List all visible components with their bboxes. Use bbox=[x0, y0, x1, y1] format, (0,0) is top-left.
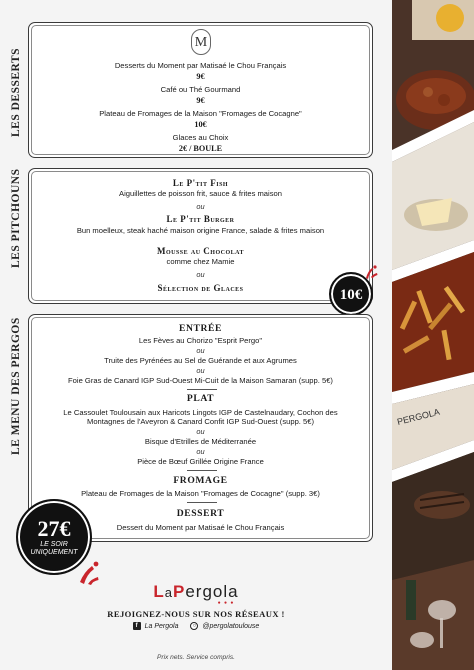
kids-mousse-desc: comme chez Mamie bbox=[166, 257, 235, 266]
pergo-price-note: LE SOIR bbox=[40, 541, 68, 548]
social-links bbox=[0, 622, 392, 630]
dessert-item-price: 2€ / BOULE bbox=[178, 144, 223, 153]
dessert-option: Dessert du Moment par Matisaé le Chou Français bbox=[116, 523, 285, 532]
instagram-icon[interactable]: ○ bbox=[190, 622, 198, 630]
kids-mousse-title: Mousse au Chocolat bbox=[156, 246, 245, 256]
dessert-item-name: Plateau de Fromages de la Maison "Fromages de Cocagne" bbox=[99, 109, 302, 118]
social-title: REJOIGNEZ-NOUS SUR NOS RÉSEAUX ! bbox=[107, 609, 285, 619]
kids-burger-desc: Bun moelleux, steak haché maison origine France, salade & frites maison bbox=[76, 226, 325, 235]
brand-logo bbox=[0, 582, 392, 608]
dessert-item-price: 10€ bbox=[194, 120, 207, 129]
dessert-item-price: 9€ bbox=[196, 96, 205, 105]
food-photo-collage bbox=[392, 0, 474, 670]
plat-option: Pièce de Bœuf Grillée Origine France bbox=[137, 457, 264, 466]
kids-fish-title: Le P'tit Fish bbox=[172, 178, 229, 188]
pergo-price-value: 27€ bbox=[37, 516, 71, 541]
monogram-logo bbox=[191, 29, 211, 55]
facebook-link[interactable]: La Pergola bbox=[144, 622, 179, 630]
logo-dots: ● ● ● bbox=[217, 600, 235, 606]
dessert-item-name: Glaces au Choix bbox=[172, 133, 229, 142]
or-separator: ou bbox=[196, 447, 205, 456]
dessert-item-price: 9€ bbox=[196, 72, 205, 81]
dessert-item-name: Café ou Thé Gourmand bbox=[160, 85, 241, 94]
desserts-section-title: LES DESSERTS bbox=[10, 47, 22, 137]
plat-option: Bisque d'Etrilles de Méditerranée bbox=[144, 437, 257, 446]
plat-option-continued: Montagnes de l'Aveyron & Canard Confit IGP Sud-Ouest (supp. 5€) bbox=[87, 417, 314, 426]
or-separator: ou bbox=[196, 366, 205, 375]
entree-option: Foie Gras de Canard IGP Sud-Ouest Mi-Cuit de la Maison Samaran (supp. 5€) bbox=[68, 376, 333, 385]
pergo-panel bbox=[28, 314, 373, 542]
facebook-icon[interactable]: f bbox=[133, 622, 141, 630]
or-separator: ou bbox=[196, 270, 205, 279]
entree-option: Les Fèves au Chorizo "Esprit Pergo" bbox=[138, 336, 263, 345]
plat-option: Le Cassoulet Toulousain aux Haricots Lingots IGP de Castelnaudary, Cochon des bbox=[63, 408, 338, 417]
fromage-option: Plateau de Fromages de la Maison "Fromages de Cocagne" (supp. 3€) bbox=[81, 489, 320, 498]
dessert-item-name: Desserts du Moment par Matisaé le Chou Français bbox=[114, 61, 287, 70]
section-divider bbox=[187, 470, 217, 471]
svg-text:PERGOLA: PERGOLA bbox=[396, 406, 441, 427]
entree-title: ENTRÉE bbox=[178, 323, 223, 334]
instagram-link[interactable]: @pergolatoulouse bbox=[202, 622, 260, 630]
desserts-panel bbox=[28, 22, 373, 158]
pitchouns-panel bbox=[28, 168, 373, 304]
pitchouns-section-title: LES PITCHOUNS bbox=[10, 168, 22, 268]
monogram-letter: M bbox=[194, 35, 208, 50]
or-separator: ou bbox=[196, 427, 205, 436]
kids-glaces-title: Sélection de Glaces bbox=[157, 283, 244, 293]
plat-title: PLAT bbox=[186, 393, 215, 404]
kids-fish-desc: Aiguillettes de poisson frit, sauce & frites maison bbox=[119, 189, 282, 198]
section-divider bbox=[187, 389, 217, 390]
kids-burger-title: Le P'tit Burger bbox=[166, 214, 235, 224]
splash-decoration-icon bbox=[363, 264, 379, 280]
price-note: Prix nets. Service compris. bbox=[156, 654, 236, 661]
or-separator: ou bbox=[196, 202, 205, 211]
kids-price-value: 10€ bbox=[339, 287, 363, 303]
pergo-price-note: UNIQUEMENT bbox=[30, 549, 78, 556]
dessert-title: DESSERT bbox=[176, 508, 225, 519]
fromage-title: FROMAGE bbox=[173, 475, 228, 486]
entree-option: Truite des Pyrénées au Sel de Guérande et aux Agrumes bbox=[104, 356, 297, 365]
section-divider bbox=[187, 502, 217, 503]
or-separator: ou bbox=[196, 346, 205, 355]
pergo-section-title: LE MENU DES PERGOS bbox=[10, 317, 22, 455]
brand-logo-text: LaPergola bbox=[153, 582, 239, 601]
food-photo-strip bbox=[392, 0, 474, 670]
